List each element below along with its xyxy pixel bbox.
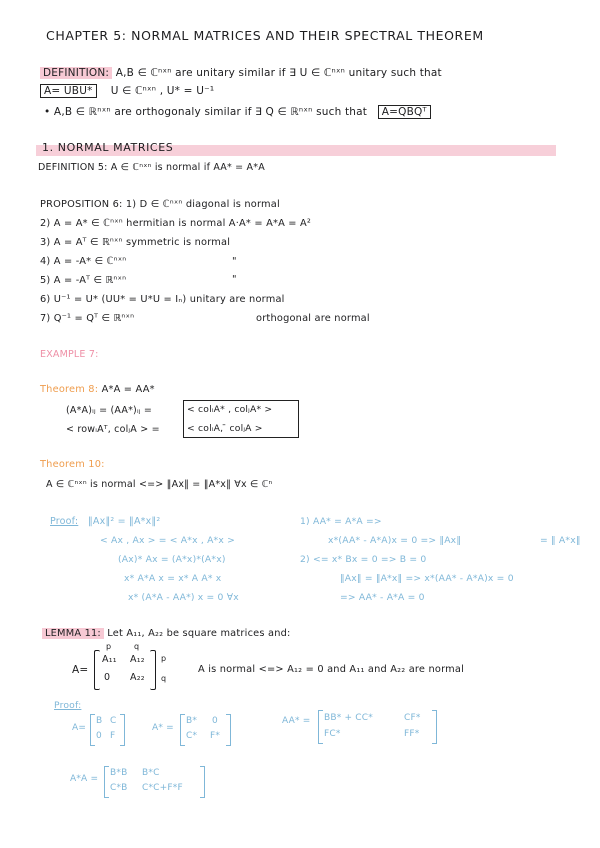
proof-1-right-line3: 2) <= x* Bx = 0 => B = 0 — [300, 554, 427, 565]
ditto-mark-1: " — [232, 256, 237, 267]
proof-2-s11: B* — [186, 716, 198, 726]
definition-line2-row — [40, 85, 214, 97]
theorem-8-line1: (A*A)ᵢⱼ = (AA*)ᵢⱼ = — [66, 405, 153, 416]
proposition-item-7: 7) Q⁻¹ = Qᵀ ∈ ℝⁿˣⁿ — [40, 313, 135, 324]
proof-2-astar-eq: A* = — [152, 723, 174, 733]
lemma-11-row — [42, 628, 291, 639]
proof-1-left-line2: < Ax , Ax > = < A*x , A*x > — [100, 535, 236, 546]
definition-5: DEFINITION 5: A ∈ ℂⁿˣⁿ is normal if AA* = A*A — [38, 162, 265, 173]
proof-2-q12: B*C — [142, 768, 160, 778]
proof-2-a-right-bracket — [120, 714, 125, 746]
proposition-item-5: 5) A = -Aᵀ ∈ ℝⁿˣⁿ — [40, 275, 127, 286]
proof-2-p12: CF* — [404, 713, 421, 723]
definition-boxed-formula: A= UBU* — [40, 84, 97, 98]
matrix-a21: 0 — [104, 672, 111, 683]
proof-1-right-line2: x*(AA* - A*A)x = 0 => ‖Ax‖ — [328, 535, 462, 546]
matrix-row-label-q: q — [161, 674, 167, 683]
definition-line2: U ∈ ℂⁿˣⁿ , U* = U⁻¹ — [110, 85, 215, 97]
theorem-8-box-line1: < colᵢA* , colⱼA* > — [187, 404, 273, 415]
proof-2-a21: 0 — [96, 731, 102, 741]
proof-2-astar-left-bracket — [180, 714, 185, 746]
lemma-11-claim: A is normal <=> A₁₂ = 0 and A₁₁ and A₂₂ are normal — [198, 664, 464, 675]
definition-label: DEFINITION: — [40, 67, 112, 79]
section-heading: 1. NORMAL MATRICES — [42, 141, 174, 154]
matrix-left-bracket — [94, 650, 100, 690]
matrix-a12: A₁₂ — [130, 654, 145, 665]
proof-1-row — [50, 516, 160, 527]
proof-2-asa-left-bracket — [104, 766, 109, 798]
proof-2-p22: FF* — [404, 729, 420, 739]
theorem-8-statement: A*A = AA* — [101, 384, 155, 395]
proposition-6-row1 — [40, 199, 280, 210]
proposition-item-3: 3) A = Aᵀ ∈ ℝⁿˣⁿ symmetric is normal — [40, 237, 231, 248]
proof-1-right-line1: 1) AA* = A*A => — [300, 516, 382, 527]
proposition-label: PROPOSITION 6: — [40, 199, 123, 210]
definition-orthogonal-row — [44, 106, 431, 118]
ditto-mark-2: " — [232, 274, 237, 285]
proof-1-right-line4: ‖Ax‖ = ‖A*x‖ => x*(AA* - A*A)x = 0 — [340, 573, 514, 584]
proof-1-far-right: = ‖ A*x‖ — [540, 535, 581, 546]
proposition-item-4: 4) A = -A* ∈ ℂⁿˣⁿ — [40, 256, 127, 267]
theorem-10-label: Theorem 10: — [40, 459, 105, 470]
proof-2-a11: B — [96, 716, 103, 726]
proof-2-label: Proof: — [54, 700, 82, 711]
matrix-col-label-q: q — [134, 642, 140, 651]
proof-2-aas-eq: AA* = — [282, 716, 311, 726]
proof-2-asa-right-bracket — [200, 766, 205, 798]
matrix-col-label-p: p — [106, 642, 112, 651]
matrix-a-eq: A= — [72, 664, 89, 676]
proof-2-a-left-bracket — [90, 714, 95, 746]
proof-2-aas-right-bracket — [432, 710, 437, 744]
proof-2-s12: 0 — [212, 716, 218, 726]
proof-2-aas-left-bracket — [318, 710, 323, 744]
proof-1-left-line5: x* (A*A - AA*) x = 0 ∀x — [128, 592, 239, 603]
matrix-right-bracket — [150, 650, 156, 690]
proof-1-left-line3: (Ax)* Ax = (A*x)*(A*x) — [118, 554, 226, 565]
lemma-11-statement: Let A₁₁, A₂₂ be square matrices and: — [107, 628, 291, 639]
proof-1-left-line1: ‖Ax‖² = ‖A*x‖² — [87, 516, 161, 527]
theorem-8-label: Theorem 8: — [40, 384, 99, 395]
definition-line1: A,B ∈ ℂⁿˣⁿ are unitary similar if ∃ U ∈ ℂⁿˣⁿ unitary such that — [115, 67, 442, 79]
matrix-a11: A₁₁ — [102, 654, 117, 665]
definition-boxed-formula-2: A=QBQᵀ — [378, 105, 431, 119]
theorem-8-box-line2: < colᵢA, ̄ colⱼA > — [187, 423, 263, 434]
proof-2-q11: B*B — [110, 768, 128, 778]
proof-2-astar-right-bracket — [226, 714, 231, 746]
proof-2-p21: FC* — [324, 729, 341, 739]
proposition-item-1: 1) D ∈ ℂⁿˣⁿ diagonal is normal — [125, 199, 280, 210]
proof-1-right-line5: => AA* - A*A = 0 — [340, 592, 425, 603]
proof-2-s21: C* — [186, 731, 198, 741]
proof-2-p11: BB* + CC* — [324, 713, 373, 723]
theorem-8-line2: < rowᵢAᵀ, colⱼA > = — [66, 424, 160, 435]
example-7: EXAMPLE 7: — [40, 349, 99, 360]
page-title: CHAPTER 5: NORMAL MATRICES AND THEIR SPECTRAL THEOREM — [46, 28, 484, 43]
proof-2-q21: C*B — [110, 783, 128, 793]
orthogonal-normal: orthogonal are normal — [256, 313, 370, 324]
proof-1-label: Proof: — [50, 516, 79, 527]
definition-unitary — [40, 67, 442, 79]
theorem-10-statement: A ∈ ℂⁿˣⁿ is normal <=> ‖Ax‖ = ‖A*x‖ ∀x ∈ ℂⁿ — [46, 479, 273, 490]
proposition-item-6: 6) U⁻¹ = U* (UU* = U*U = Iₙ) unitary are normal — [40, 294, 285, 305]
lemma-11-label: LEMMA 11: — [42, 628, 104, 639]
proof-2-a-eq: A= — [72, 723, 87, 733]
matrix-row-label-p: p — [161, 654, 167, 663]
proof-2-asa-eq: A*A = — [70, 774, 99, 784]
proof-2-q22: C*C+F*F — [142, 783, 183, 793]
matrix-a22: A₂₂ — [130, 672, 145, 683]
definition-line3: • A,B ∈ ℝⁿˣⁿ are orthogonaly similar if ∃ Q ∈ ℝⁿˣⁿ such that — [44, 106, 368, 118]
proof-2-a12: C — [110, 716, 117, 726]
proposition-item-2: 2) A = A* ∈ ℂⁿˣⁿ hermitian is normal A·A* = A*A = A² — [40, 218, 312, 229]
proof-1-left-line4: x* A*A x = x* A A* x — [124, 573, 222, 584]
theorem-8-row — [40, 384, 155, 395]
proof-2-s22: F* — [210, 731, 221, 741]
proof-2-a22: F — [110, 731, 116, 741]
